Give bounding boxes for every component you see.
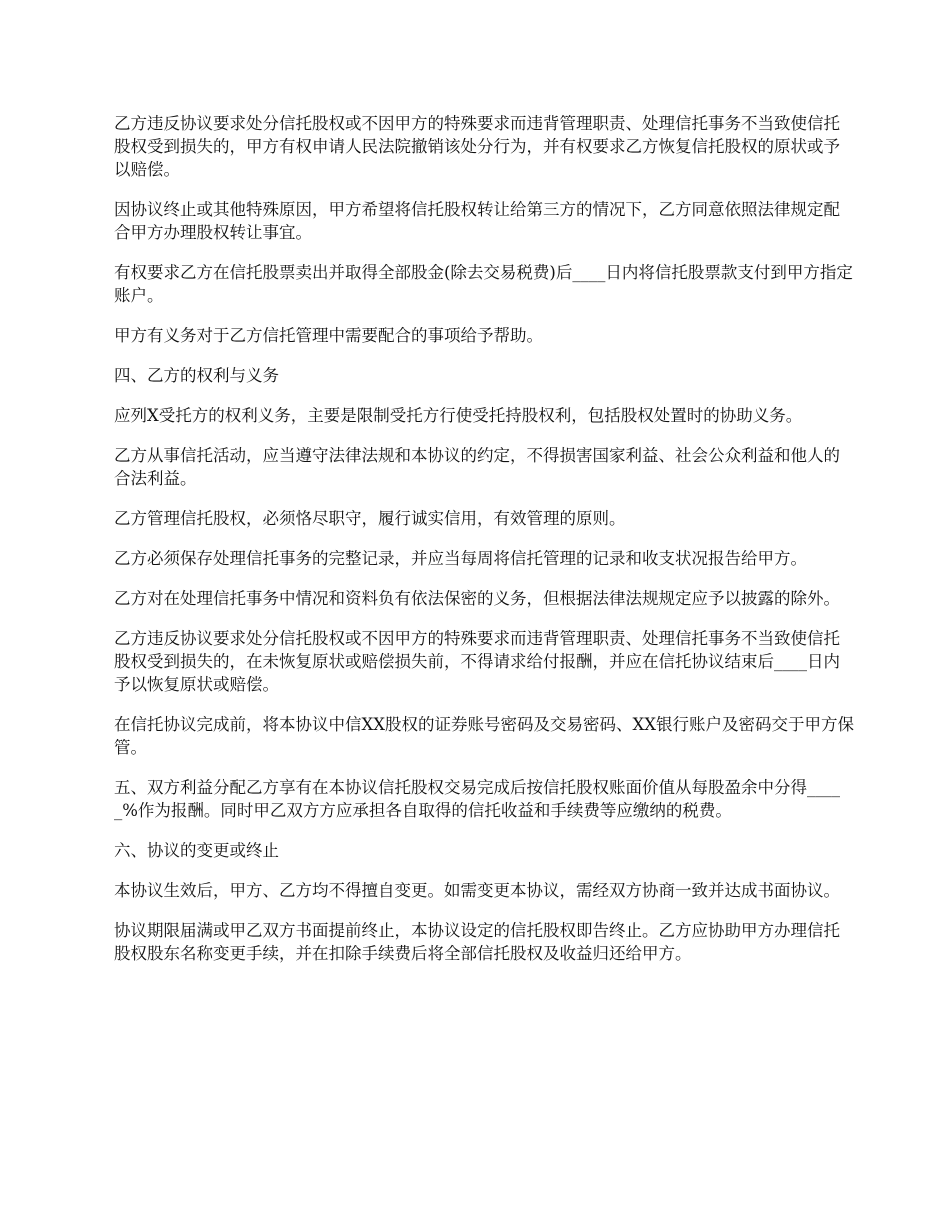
paragraph: 乙方从事信托活动，应当遵守法律法规和本协议的约定，不得损害国家利益、社会公众利益和他人的合法利益。 bbox=[114, 446, 840, 488]
document-body bbox=[114, 112, 854, 982]
paragraph: 有权要求乙方在信托股票卖出并取得全部股金(除去交易税费)后____日内将信托股票款支付到甲方指定账户。 bbox=[114, 263, 853, 305]
paragraph: 协议期限届满或甲乙双方书面提前终止，本协议设定的信托股权即告终止。乙方应协助甲方办理信托股权股东名称变更手续，并在扣除手续费后将全部信托股权及收益归还给甲方。 bbox=[114, 921, 840, 963]
paragraph: 五、双方利益分配乙方享有在本协议信托股权交易完成后按信托股权账面价值从每股盈余中分得_____%作为报酬。同时甲乙双方方应承担各自取得的信托收益和手续费等应缴纳的税费。 bbox=[114, 778, 840, 820]
paragraph: 乙方必须保存处理信托事务的完整记录，并应当每周将信托管理的记录和收支状况报告给甲方。 bbox=[114, 549, 807, 568]
paragraph: 乙方对在处理信托事务中情况和资料负有依法保密的义务，但根据法律法规规定应予以披露的除外。 bbox=[114, 589, 840, 608]
section-heading: 四、乙方的权利与义务 bbox=[114, 366, 279, 385]
paragraph: 因协议终止或其他特殊原因，甲方希望将信托股权转让给第三方的情况下，乙方同意依照法律规定配合甲方办理股权转让事宜。 bbox=[114, 200, 840, 242]
paragraph: 本协议生效后，甲方、乙方均不得擅自变更。如需变更本协议，需经双方协商一致并达成书面协议。 bbox=[114, 881, 840, 900]
paragraph: 乙方违反协议要求处分信托股权或不因甲方的特殊要求而违背管理职责、处理信托事务不当致使信托股权受到损失的，在未恢复原状或赔偿损失前，不得请求给付报酬，并应在信托协议结束后____日内予以恢复原状或赔偿。 bbox=[114, 629, 840, 694]
paragraph: 应列X受托方的权利义务，主要是限制受托方行使受托持股权利，包括股权处置时的协助义务。 bbox=[114, 406, 803, 425]
paragraph: 乙方违反协议要求处分信托股权或不因甲方的特殊要求而违背管理职责、处理信托事务不当致使信托股权受到损失的，甲方有权申请人民法院撤销该处分行为，并有权要求乙方恢复信托股权的原状或予以赔偿。 bbox=[114, 114, 840, 179]
section-heading: 六、协议的变更或终止 bbox=[114, 841, 279, 860]
paragraph: 甲方有义务对于乙方信托管理中需要配合的事项给予帮助。 bbox=[114, 326, 543, 345]
paragraph: 在信托协议完成前，将本协议中信XX股权的证券账号密码及交易密码、XX银行账户及密码交于甲方保管。 bbox=[114, 715, 854, 757]
paragraph: 乙方管理信托股权，必须恪尽职守，履行诚实信用，有效管理的原则。 bbox=[114, 509, 626, 528]
